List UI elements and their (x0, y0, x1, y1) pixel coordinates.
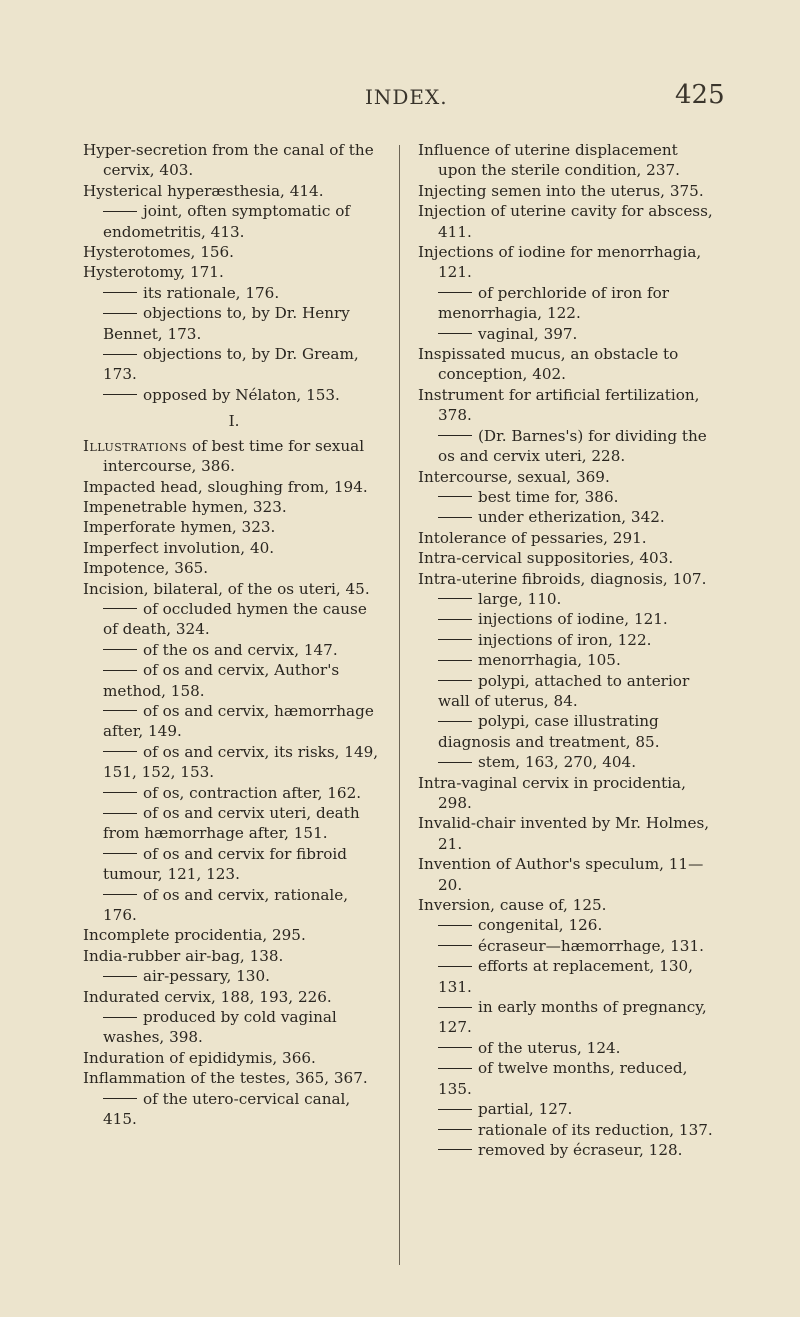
ditto-dash (103, 354, 137, 355)
index-subentry (418, 997, 718, 1038)
index-subentry (83, 1007, 385, 1048)
ditto-dash (438, 762, 472, 763)
subentry-text: of occluded hymen the cause of death, 324. (103, 599, 367, 639)
ditto-dash (438, 1068, 472, 1069)
index-entry: Inflammation of the testes, 365, 367. (83, 1069, 368, 1088)
index-entry: India-rubber air-bag, 138. (83, 946, 284, 965)
index-subentry (83, 1089, 385, 1130)
index-subentry (83, 385, 385, 405)
ditto-dash (438, 1129, 472, 1130)
ditto-dash (103, 813, 137, 814)
ditto-dash (438, 639, 472, 640)
subentry-text: produced by cold vaginal washes, 398. (103, 1008, 337, 1047)
ditto-dash (438, 496, 472, 497)
subentry-text: large, 110. (478, 589, 562, 608)
index-entry: Instrument for artificial fertilization, 378. (418, 385, 700, 425)
index-subentry (83, 303, 385, 344)
subentry-text: of perchloride of iron for menorrhagia, 122. (438, 283, 669, 323)
subentry-text: of os and cervix, Author's method, 158. (103, 661, 340, 700)
index-entry: Imperforate hymen, 323. (83, 518, 276, 537)
subentry-text: of os and cervix uteri, death from hæmorrhage after, 151. (103, 804, 360, 843)
ditto-dash (438, 517, 472, 518)
right-column (418, 140, 718, 1160)
subentry-text: vaginal, 397. (478, 324, 578, 343)
index-subentry (83, 283, 385, 303)
index-subentry (83, 966, 385, 986)
ditto-dash (103, 1017, 137, 1018)
index-entry: Hysterotomy, 171. (83, 263, 224, 282)
index-subentry (83, 344, 385, 385)
column-divider (399, 145, 400, 1265)
index-entry: Intra-vaginal cervix in procidentia, 298. (418, 773, 686, 812)
subentry-text: congenital, 126. (478, 916, 603, 935)
index-entry: Intercourse, sexual, 369. (418, 467, 610, 486)
ditto-dash (103, 313, 137, 314)
index-subentry (83, 783, 385, 803)
subentry-text: partial, 127. (478, 1100, 573, 1119)
index-subentry (418, 630, 718, 650)
subentry-text: polypi, attached to anterior wall of uterus, 84. (438, 671, 690, 710)
ditto-dash (103, 292, 137, 293)
index-subentry (83, 660, 385, 701)
ditto-dash (438, 945, 472, 946)
index-entry: Induration of epididymis, 366. (83, 1048, 316, 1067)
index-entry: Imperfect involution, 40. (83, 538, 275, 557)
index-entry: Intolerance of pessaries, 291. (418, 528, 647, 547)
index-subentry (83, 599, 385, 640)
subentry-text: of os and cervix, rationale, 176. (103, 885, 349, 925)
subentry-text: in early months of pregnancy, 127. (438, 998, 707, 1037)
ditto-dash (438, 598, 472, 599)
entry-text: of best time for sexual intercourse, 386. (103, 436, 365, 476)
ditto-dash (438, 435, 472, 436)
index-entry: Hysterotomes, 156. (83, 243, 235, 262)
subentry-text: of twelve months, reduced, 135. (438, 1059, 688, 1098)
index-entry: Impacted head, sloughing from, 194. (83, 477, 368, 496)
index-entry: Intra-cervical suppositories, 403. (418, 549, 674, 568)
index-entry: Hysterical hyperæsthesia, 414. (83, 181, 324, 200)
ditto-dash (103, 751, 137, 752)
ditto-dash (438, 966, 472, 967)
subentry-text: best time for, 386. (478, 487, 619, 506)
index-entry: Injection of uterine cavity for abscess, 411. (418, 202, 713, 241)
subentry-text: of the uterus, 124. (478, 1038, 621, 1057)
section-letter: I. (228, 412, 240, 431)
ditto-dash (438, 1149, 472, 1150)
subentry-text: of os and cervix, its risks, 149, 151, 152, 153. (103, 742, 379, 782)
subentry-text: (Dr. Barnes's) for dividing the os and cervix uteri, 228. (438, 426, 707, 466)
subentry-text: opposed by Nélaton, 153. (143, 385, 340, 404)
ditto-dash (103, 649, 137, 650)
subentry-text: objections to, by Dr. Gream, 173. (103, 345, 359, 384)
index-subentry (83, 742, 385, 783)
page-number: 425 (675, 80, 725, 110)
ditto-dash (103, 394, 137, 395)
ditto-dash (438, 1109, 472, 1110)
subentry-text: under etherization, 342. (478, 508, 665, 527)
ditto-dash (438, 1047, 472, 1048)
index-entry: Influence of uterine displacement upon the sterile condition, 237. (418, 141, 680, 180)
index-entry: Incision, bilateral, of the os uteri, 45. (83, 579, 370, 598)
index-entry: Inspissated mucus, an obstacle to conception, 402. (418, 345, 679, 384)
index-entry (83, 436, 385, 477)
index-subentry (83, 803, 385, 844)
subentry-text: rationale of its reduction, 137. (478, 1120, 713, 1139)
index-entry: Indurated cervix, 188, 193, 226. (83, 987, 332, 1006)
subentry-text: of os, contraction after, 162. (143, 783, 362, 802)
subentry-text: efforts at replacement, 130, 131. (438, 957, 694, 996)
index-subentry (418, 589, 718, 609)
ditto-dash (438, 721, 472, 722)
subentry-text: its rationale, 176. (143, 283, 280, 302)
subentry-text: polypi, case illustrating diagnosis and treatment, 85. (438, 712, 660, 751)
index-entry: Impenetrable hymen, 323. (83, 497, 287, 516)
ditto-dash (438, 925, 472, 926)
index-entry: Inversion, cause of, 125. (418, 896, 607, 915)
entry-headword: Illustrations (83, 436, 188, 455)
left-column (83, 140, 385, 1130)
index-subentry (418, 671, 718, 712)
index-subentry (418, 1140, 718, 1160)
ditto-dash (438, 680, 472, 681)
subentry-text: removed by écraseur, 128. (478, 1140, 683, 1159)
running-head: INDEX. (365, 85, 448, 109)
ditto-dash (438, 660, 472, 661)
subentry-text: of the utero-cervical canal, 415. (103, 1089, 351, 1129)
ditto-dash (438, 292, 472, 293)
ditto-dash (103, 710, 137, 711)
subentry-text: écraseur—hæmorrhage, 131. (478, 936, 704, 955)
index-entry: Injecting semen into the uterus, 375. (418, 181, 704, 200)
index-subentry (418, 324, 718, 344)
index-subentry (418, 1038, 718, 1058)
subentry-text: of os and cervix, hæmorrhage after, 149. (103, 701, 374, 741)
ditto-dash (438, 619, 472, 620)
index-subentry (418, 1099, 718, 1119)
index-subentry (418, 752, 718, 772)
subentry-text: injections of iron, 122. (478, 630, 652, 649)
index-subentry (418, 507, 718, 527)
index-subentry (418, 1058, 718, 1099)
index-entry: Incomplete procidentia, 295. (83, 926, 306, 945)
ditto-dash (438, 333, 472, 334)
ditto-dash (103, 976, 137, 977)
index-subentry (83, 844, 385, 885)
index-subentry (418, 283, 718, 324)
ditto-dash (103, 853, 137, 854)
subentry-text: air-pessary, 130. (143, 967, 270, 986)
index-entry: Injections of iodine for menorrhagia, 121. (418, 243, 702, 282)
index-entry: Invalid-chair invented by Mr. Holmes, 21. (418, 814, 710, 853)
ditto-dash (103, 1098, 137, 1099)
ditto-dash (103, 608, 137, 609)
subentry-text: of os and cervix for fibroid tumour, 121, 123. (103, 844, 348, 884)
ditto-dash (103, 211, 137, 212)
ditto-dash (438, 1007, 472, 1008)
index-subentry (83, 201, 385, 242)
index-subentry (418, 915, 718, 935)
index-subentry (418, 426, 718, 467)
index-subentry (418, 487, 718, 507)
subentry-text: injections of iodine, 121. (478, 610, 668, 629)
index-entry: Hyper-secretion from the canal of the cervix, 403. (83, 141, 374, 180)
index-subentry (418, 650, 718, 670)
ditto-dash (103, 670, 137, 671)
index-entry: Intra-uterine fibroids, diagnosis, 107. (418, 569, 707, 588)
index-entry: Invention of Author's speculum, 11—20. (418, 855, 704, 894)
index-subentry (83, 701, 385, 742)
subentry-text: objections to, by Dr. Henry Bennet, 173. (103, 304, 350, 343)
index-subentry (418, 936, 718, 956)
subentry-text: menorrhagia, 105. (478, 651, 621, 670)
index-subentry (418, 609, 718, 629)
subentry-text: stem, 163, 270, 404. (478, 753, 637, 772)
index-subentry (83, 640, 385, 660)
index-subentry (418, 1120, 718, 1140)
index-subentry (418, 956, 718, 997)
index-entry: Impotence, 365. (83, 559, 209, 578)
subentry-text: joint, often symptomatic of endometritis, 413. (103, 202, 350, 241)
ditto-dash (103, 792, 137, 793)
index-subentry (418, 711, 718, 752)
ditto-dash (103, 894, 137, 895)
index-subentry (83, 885, 385, 926)
subentry-text: of the os and cervix, 147. (143, 640, 338, 659)
